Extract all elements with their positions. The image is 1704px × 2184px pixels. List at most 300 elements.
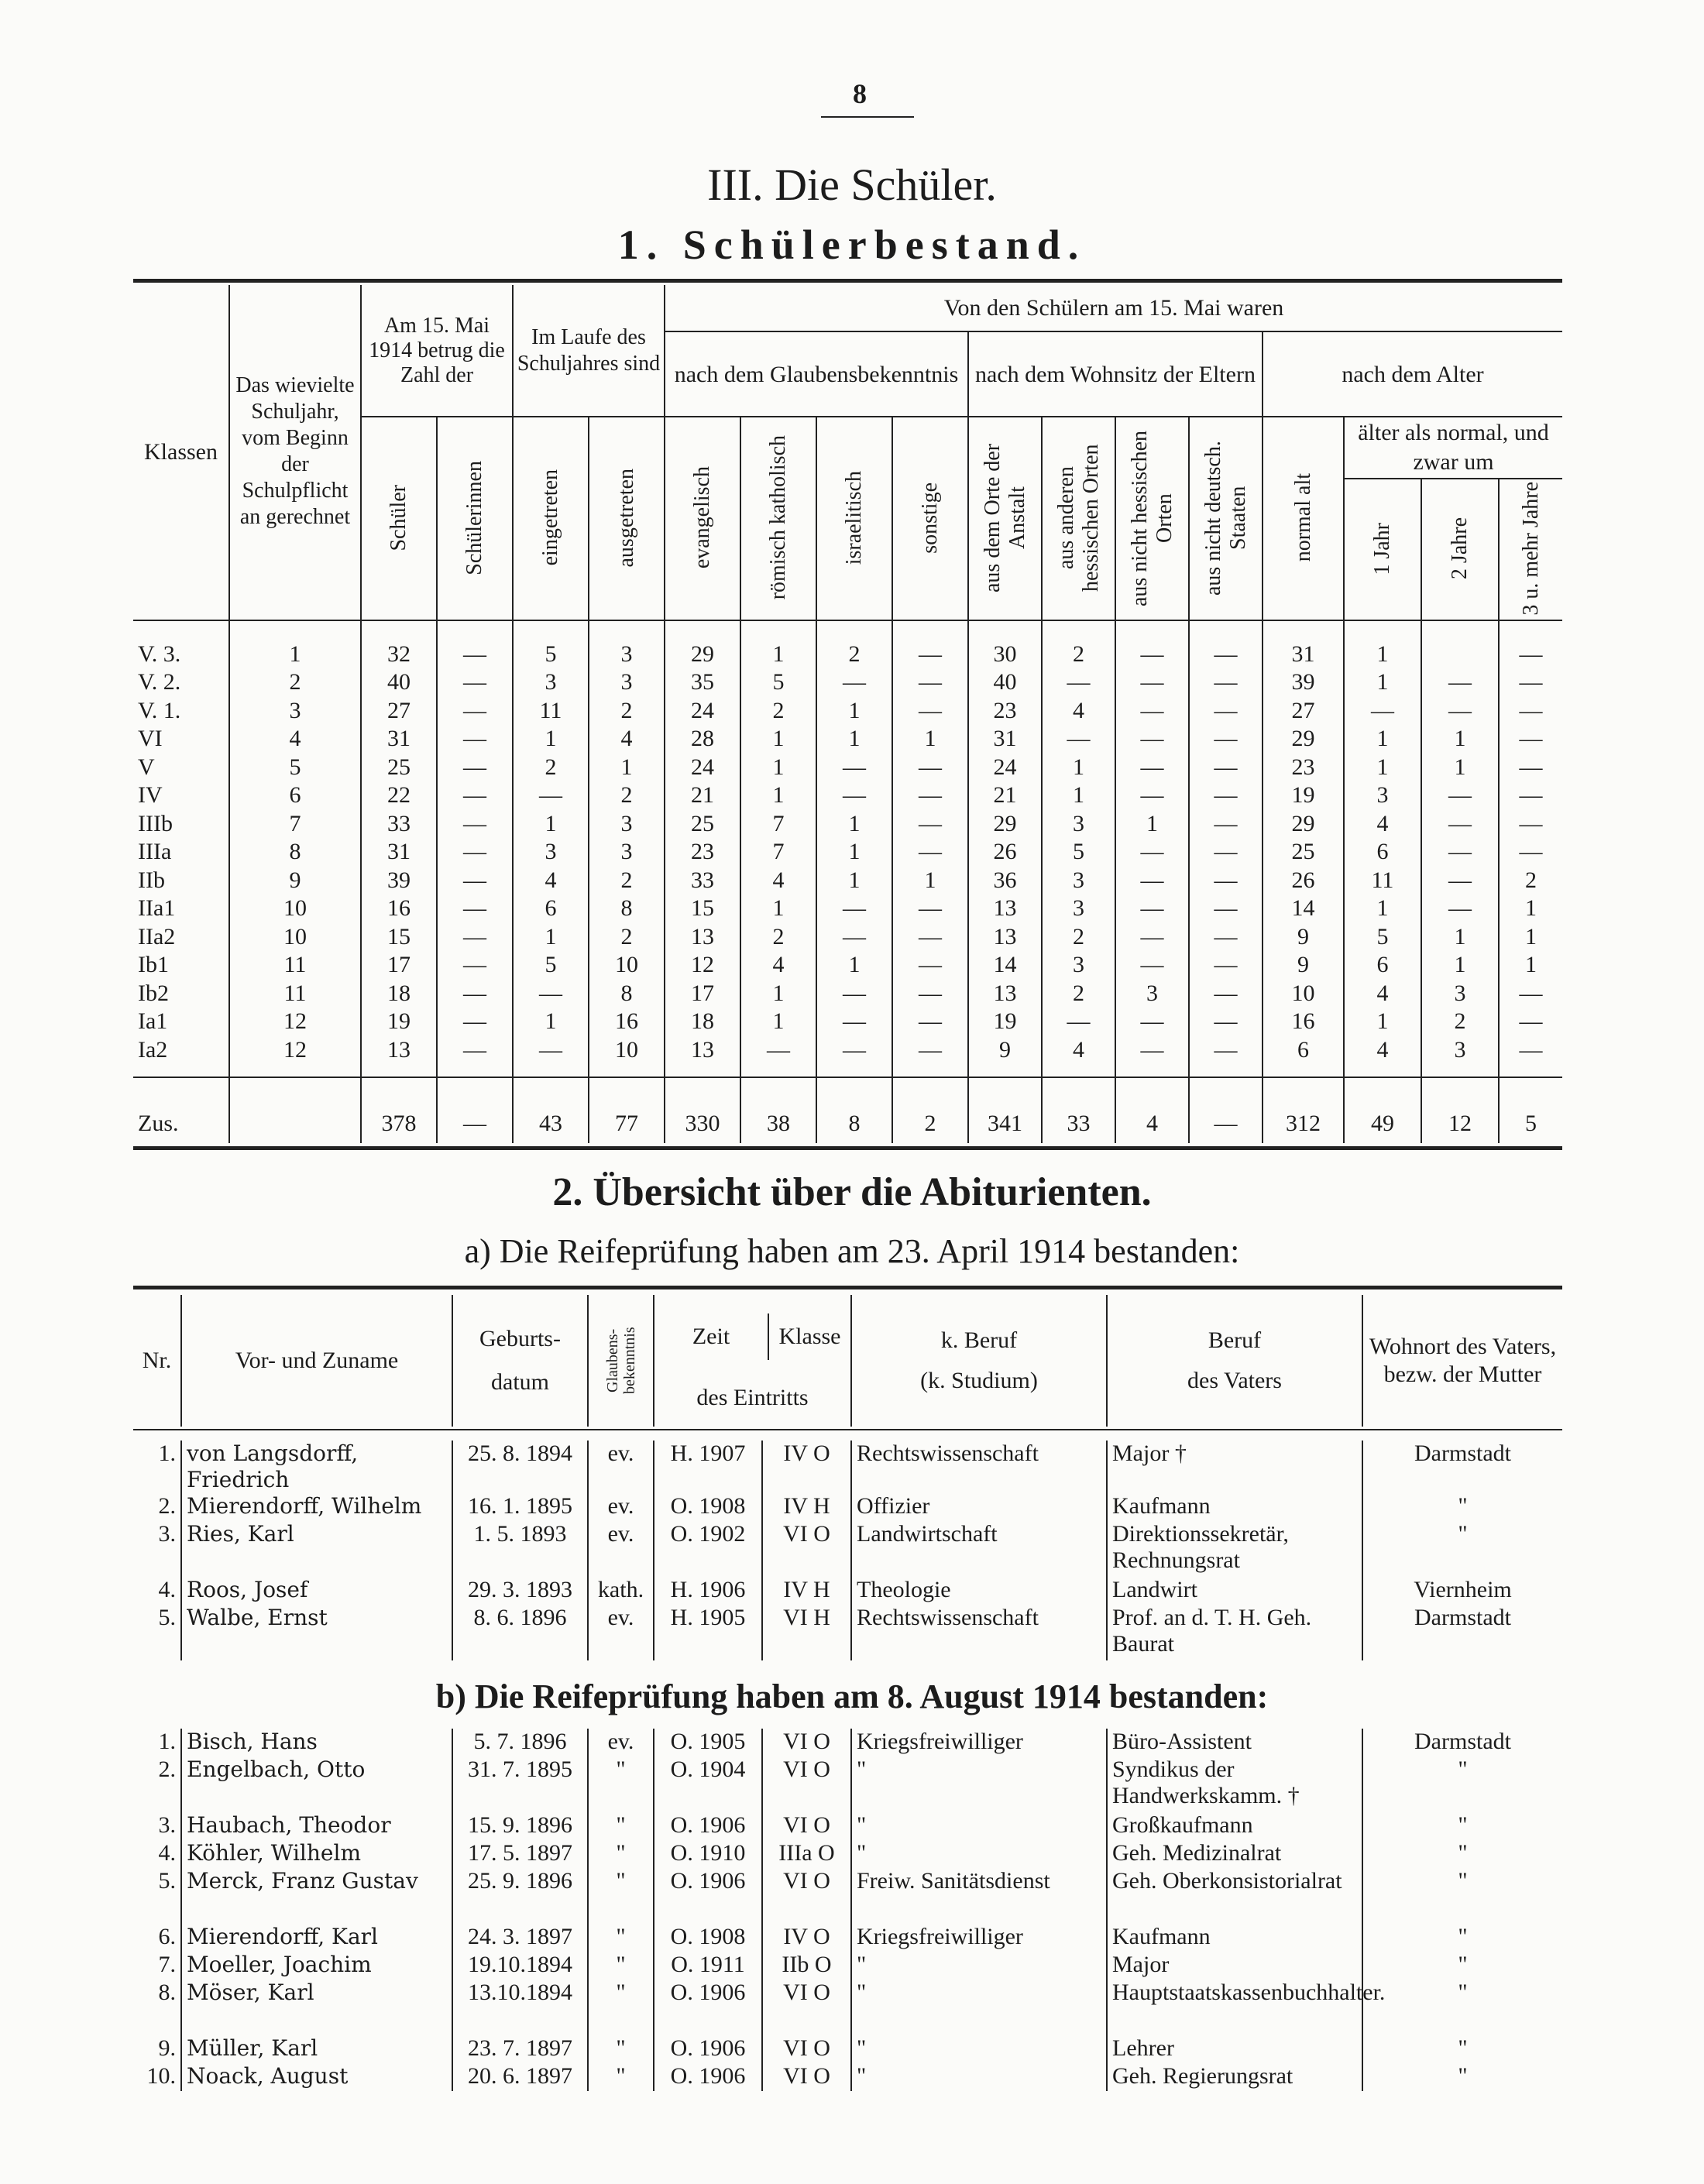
cell: — (1519, 669, 1543, 695)
abi-cell-zeit: O. 1906 (654, 1980, 762, 2035)
cell: IIa1 (133, 895, 229, 923)
cell: 4 (1115, 1104, 1189, 1143)
cell: Ia1 (133, 1008, 229, 1036)
cell: 1 (1042, 753, 1115, 781)
abiturient-row (133, 1605, 1562, 1660)
cell: — (1189, 895, 1263, 923)
abi-cell-name: Köhler, Wilhelm (181, 1840, 452, 1868)
cell: 3 (1344, 781, 1421, 810)
cell: Zus. (133, 1104, 229, 1143)
abi-cell-ort: Darmstadt (1414, 1605, 1511, 1630)
abi-col-beruf-2: (k. Studium) (920, 1368, 1038, 1393)
cell: 25 (665, 809, 740, 838)
cell: 12 (665, 951, 740, 980)
abi-cell-nr: 2. (133, 1756, 181, 1812)
cell: 3 (1421, 1035, 1499, 1064)
abi-cell-ort: " (1458, 2063, 1468, 2089)
cell: 1 (740, 725, 816, 754)
cell: 3 (1042, 895, 1115, 923)
abi-cell-beruf: " (851, 1812, 1107, 1840)
col-klassen-header: Klassen (133, 285, 229, 618)
cell: — (816, 1035, 892, 1064)
abi-cell-geb: 17. 5. 1897 (452, 1840, 588, 1868)
abiturient-row (133, 2035, 1562, 2063)
cell: 4 (740, 866, 816, 895)
abi-cell-geb: 16. 1. 1895 (452, 1493, 588, 1521)
cell: 2 (892, 1104, 968, 1143)
cell: 4 (1042, 1035, 1115, 1064)
cell: 39 (361, 866, 437, 895)
cell: 2 (740, 922, 816, 951)
cell: 26 (1263, 866, 1344, 895)
sub-schuelerinnen: Schülerinnen (462, 460, 486, 575)
cell: 4 (1344, 979, 1421, 1008)
cell: 29 (1263, 725, 1344, 754)
cell: — (437, 725, 513, 754)
abi-cell-beruf: " (851, 1952, 1107, 1980)
cell: — (1115, 838, 1189, 867)
cell: Ib2 (133, 979, 229, 1008)
abi-cell-klasse: VI O (762, 1756, 851, 1812)
abi-cell-vater: Major (1107, 1952, 1362, 1980)
cell: — (892, 640, 968, 668)
abi-cell-zeit: O. 1908 (654, 1493, 762, 1521)
table-row (133, 696, 1562, 725)
table-row (133, 753, 1562, 781)
abi-cell-klasse: IV O (762, 1924, 851, 1952)
abi-cell-nr: 5. (133, 1868, 181, 1924)
abi-cell-nr: 4. (133, 1840, 181, 1868)
cell: 13 (968, 979, 1042, 1008)
abi-cell-zeit: O. 1902 (654, 1521, 762, 1577)
abi-cell-klasse: IIb O (762, 1952, 851, 1980)
abi-cell-ort: " (1458, 1493, 1468, 1519)
abi-cell-bek: " (588, 1980, 654, 2035)
cell: 25 (361, 753, 437, 781)
cell: 6 (229, 781, 361, 810)
cell: 1 (816, 838, 892, 867)
cell: 1 (1421, 753, 1499, 781)
abi-cell-bek: " (588, 1952, 654, 1980)
cell: 1 (513, 1008, 589, 1036)
cell: — (1519, 754, 1543, 780)
abi-cell-geb: 31. 7. 1895 (452, 1756, 588, 1812)
abi-cell-bek: ev. (588, 1521, 654, 1577)
abiturient-row (133, 1441, 1562, 1493)
cell: 1 (1042, 781, 1115, 810)
abi-col-nr: Nr. (133, 1295, 181, 1427)
cell: 1 (1344, 753, 1421, 781)
cell: 10 (229, 895, 361, 923)
cell: 1 (892, 725, 968, 754)
cell: 1 (1115, 809, 1189, 838)
cell: 24 (665, 696, 740, 725)
cell: 1 (740, 640, 816, 668)
abi-col-name: Vor- und Zuname (181, 1295, 452, 1427)
cell: 10 (589, 951, 665, 980)
cell: — (437, 668, 513, 697)
cell: — (1189, 753, 1263, 781)
table-row (133, 979, 1562, 1008)
abi-cell-beruf: Kriegsfreiwilliger (851, 1729, 1107, 1756)
cell: 3 (1042, 809, 1115, 838)
cell: 19 (1263, 781, 1344, 810)
cell: 2 (1042, 979, 1115, 1008)
cell: — (437, 1008, 513, 1036)
table-row (133, 1035, 1562, 1064)
abi-cell-vater: Major † (1107, 1441, 1362, 1493)
abi-cell-klasse: VI O (762, 1521, 851, 1577)
cell: 1 (1421, 951, 1499, 980)
cell: 16 (1263, 1008, 1344, 1036)
abi-cell-ort: Viernheim (1414, 1577, 1512, 1602)
abi-cell-zeit: O. 1908 (654, 1924, 762, 1952)
cell: 33 (1042, 1104, 1115, 1143)
cell: 18 (361, 979, 437, 1008)
cell: 7 (740, 838, 816, 867)
cell: 1 (816, 809, 892, 838)
cell: — (1115, 725, 1189, 754)
abi-cell-nr: 3. (133, 1521, 181, 1577)
cell: — (1115, 951, 1189, 980)
cell: 8 (589, 979, 665, 1008)
abi-cell-bek: " (588, 1812, 654, 1840)
sub-eingetreten: eingetreten (538, 469, 562, 566)
abi-cell-vater: Geh. Oberkonsistorialrat (1107, 1868, 1362, 1924)
cell: V (133, 753, 229, 781)
abi-cell-beruf: Kriegsfreiwilliger (851, 1924, 1107, 1952)
abiturient-row (133, 1577, 1562, 1605)
cell: 21 (968, 781, 1042, 810)
abi-cell-klasse: VI H (762, 1605, 851, 1660)
abi-cell-beruf: Rechtswissenschaft (851, 1441, 1107, 1493)
cell: 1 (1344, 895, 1421, 923)
cell: 16 (361, 895, 437, 923)
cell: 3 (589, 838, 665, 867)
cell: 31 (361, 838, 437, 867)
table-row (133, 866, 1562, 895)
cell: — (437, 640, 513, 668)
abi-col-beruf-1: k. Beruf (940, 1327, 1018, 1353)
cell: 24 (665, 753, 740, 781)
abi-cell-ort: " (1458, 1980, 1468, 2005)
abi-col-geburt-2: datum (491, 1369, 549, 1395)
abi-cell-name: Mierendorff, Karl (181, 1924, 452, 1952)
cell: 1 (740, 753, 816, 781)
cell: — (513, 781, 589, 810)
abi-cell-name: Merck, Franz Gustav (181, 1868, 452, 1924)
cell: 27 (361, 696, 437, 725)
abi-cell-zeit: O. 1904 (654, 1756, 762, 1812)
cell: 12 (229, 1008, 361, 1036)
cell: 15 (361, 922, 437, 951)
cell: 2 (1042, 640, 1115, 668)
cell: IV (133, 781, 229, 810)
cell: 1 (740, 979, 816, 1008)
cell: 9 (1263, 922, 1344, 951)
cell: 5 (513, 951, 589, 980)
cell: 9 (229, 866, 361, 895)
cell: 13 (968, 922, 1042, 951)
abi-a-table (133, 1441, 1562, 1660)
abi-cell-klasse: IV H (762, 1493, 851, 1521)
cell: 35 (665, 668, 740, 697)
abiturient-row (133, 1924, 1562, 1952)
cell: — (513, 1035, 589, 1064)
cell: — (1519, 839, 1543, 865)
cell: 11 (229, 951, 361, 980)
abi-cell-bek: ev. (588, 1493, 654, 1521)
cell: 23 (1263, 753, 1344, 781)
abi-cell-geb: 1. 5. 1893 (452, 1521, 588, 1577)
abi-cell-name: Moeller, Joachim (181, 1952, 452, 1980)
cell: 28 (665, 725, 740, 754)
cell: — (1421, 838, 1499, 867)
abi-cell-name: Roos, Josef (181, 1577, 452, 1605)
section-title: III. Die Schüler. (707, 160, 997, 210)
cell: IIb (133, 866, 229, 895)
cell: 1 (816, 696, 892, 725)
cell: — (437, 753, 513, 781)
abi-cell-ort: " (1458, 1756, 1468, 1782)
table-row (133, 640, 1562, 668)
cell: 4 (1344, 809, 1421, 838)
abi-cell-ort: " (1458, 2035, 1468, 2061)
table-row (133, 922, 1562, 951)
cell: 23 (665, 838, 740, 867)
cell: 30 (968, 640, 1042, 668)
abiturient-row (133, 2063, 1562, 2091)
abi-cell-nr: 2. (133, 1493, 181, 1521)
abi-cell-zeit: O. 1911 (654, 1952, 762, 1980)
abi-cell-vater: Kaufmann (1107, 1493, 1362, 1521)
cell: — (816, 781, 892, 810)
cell: 2 (589, 922, 665, 951)
cell: 40 (968, 668, 1042, 697)
sub-evangelisch: evangelisch (690, 466, 714, 569)
abi-cell-beruf: Rechtswissenschaft (851, 1605, 1107, 1660)
cell: — (892, 696, 968, 725)
cell: 23 (968, 696, 1042, 725)
cell: — (1421, 696, 1499, 725)
cell: 17 (665, 979, 740, 1008)
cell: — (1189, 696, 1263, 725)
cell: 39 (1263, 668, 1344, 697)
cell: 9 (968, 1035, 1042, 1064)
sub-normal-alt: normal alt (1290, 473, 1315, 562)
abiturient-row (133, 1521, 1562, 1577)
cell: 1 (1421, 725, 1499, 754)
cell: 5 (1344, 922, 1421, 951)
cell: — (437, 781, 513, 810)
cell: — (1421, 895, 1499, 923)
table-row (133, 781, 1562, 810)
abi-top-rule (133, 1286, 1562, 1289)
abi-cell-beruf: " (851, 2063, 1107, 2091)
abi-cell-beruf: " (851, 1756, 1107, 1812)
cell: — (1189, 922, 1263, 951)
cell: 10 (589, 1035, 665, 1064)
subsection2-title: 2. Übersicht über die Abiturienten. (552, 1170, 1152, 1214)
cell: 341 (968, 1104, 1042, 1143)
cell: — (892, 1008, 968, 1036)
cell: 24 (968, 753, 1042, 781)
abi-cell-geb: 20. 6. 1897 (452, 2063, 588, 2091)
cell: 378 (361, 1104, 437, 1143)
abi-cell-bek: " (588, 2035, 654, 2063)
cell: — (1115, 895, 1189, 923)
abi-header-table (133, 1295, 1562, 1427)
cell: 14 (1263, 895, 1344, 923)
abi-col-klasse: Klasse (778, 1324, 841, 1349)
cell: 3 (589, 809, 665, 838)
cell: 1 (740, 895, 816, 923)
abi-cell-zeit: O. 1905 (654, 1729, 762, 1756)
cell: Ia2 (133, 1035, 229, 1064)
abiturient-row (133, 1980, 1562, 2035)
table-row (133, 725, 1562, 754)
abi-cell-nr: 8. (133, 1980, 181, 2035)
cell: 3 (589, 668, 665, 697)
cell: — (1519, 640, 1543, 667)
cell: 31 (968, 725, 1042, 754)
cell: 3 (1421, 979, 1499, 1008)
table-row (133, 809, 1562, 838)
abi-cell-name: Ries, Karl (181, 1521, 452, 1577)
abi-cell-vater: Direktionssekretär, Rechnungsrat (1107, 1521, 1362, 1577)
abiturient-row (133, 1729, 1562, 1756)
cell: 4 (1042, 696, 1115, 725)
cell: 33 (361, 809, 437, 838)
sub-orte-anstalt: aus dem Orte der Anstalt (980, 443, 1029, 592)
abi-cell-vater: Kaufmann (1107, 1924, 1362, 1952)
cell: 10 (1263, 979, 1344, 1008)
cell: — (1189, 951, 1263, 980)
cell: 8 (589, 895, 665, 923)
sub-hessische-orte: aus anderen hessischen Orten (1053, 444, 1103, 592)
cell: — (892, 951, 968, 980)
cell: 2 (229, 668, 361, 697)
cell: — (1189, 668, 1263, 697)
cell: — (1519, 810, 1543, 836)
cell: 15 (665, 895, 740, 923)
spacer-row (133, 618, 1562, 640)
cell: — (437, 696, 513, 725)
cell: 1 (1344, 668, 1421, 697)
table-row (133, 838, 1562, 867)
abi-cell-ort: " (1458, 1952, 1468, 1977)
abi-cell-zeit: H. 1906 (654, 1577, 762, 1605)
cell: 17 (361, 951, 437, 980)
abi-cell-nr: 4. (133, 1577, 181, 1605)
sub-israelitisch: israelitisch (842, 470, 866, 565)
abi-cell-nr: 9. (133, 2035, 181, 2063)
abi-col-vater-1: Beruf (1208, 1327, 1262, 1353)
cell: 5 (229, 753, 361, 781)
cell: 16 (589, 1008, 665, 1036)
cell: V. 1. (133, 696, 229, 725)
cell: 33 (665, 866, 740, 895)
cell: 4 (589, 725, 665, 754)
cell: IIIb (133, 809, 229, 838)
cell: 4 (229, 725, 361, 754)
cell: 6 (1344, 951, 1421, 980)
cell: 4 (513, 866, 589, 895)
col-schuljahr-header: Das wievielte Schuljahr, vom Beginn der Schulpflicht an gerechnet (229, 285, 361, 618)
col-laufe-header: Im Laufe des Schuljahres sind (513, 285, 665, 417)
cell: — (1042, 668, 1115, 697)
cell: — (1421, 809, 1499, 838)
sub-1-jahr: 1 Jahr (1370, 522, 1394, 575)
abi-cell-beruf: Freiw. Sanitätsdienst (851, 1868, 1107, 1924)
abi-cell-name: Möser, Karl (181, 1980, 452, 2035)
abi-col-geburt-1: Geburts- (479, 1326, 561, 1351)
cell: 19 (361, 1008, 437, 1036)
cell: — (1115, 1035, 1189, 1064)
part-a-title: a) Die Reifeprüfung haben am 23. April 1914 bestanden: (464, 1232, 1240, 1270)
cell: — (816, 979, 892, 1008)
cell: — (1189, 979, 1263, 1008)
cell: 330 (665, 1104, 740, 1143)
cell: 2 (513, 753, 589, 781)
cell: 29 (665, 640, 740, 668)
abiturient-row (133, 1868, 1562, 1924)
cell: 1 (513, 725, 589, 754)
abi-cell-zeit: O. 1906 (654, 1812, 762, 1840)
cell: — (437, 1104, 513, 1143)
cell: 4 (740, 951, 816, 980)
abi-cell-beruf: " (851, 2035, 1107, 2063)
cell: 18 (665, 1008, 740, 1036)
abi-cell-ort: Darmstadt (1414, 1729, 1511, 1754)
cell: 3 (513, 838, 589, 867)
abi-cell-beruf: Landwirtschaft (851, 1521, 1107, 1577)
cell: 2 (589, 781, 665, 810)
abi-cell-vater: Lehrer (1107, 2035, 1362, 2063)
cell: V. 2. (133, 668, 229, 697)
abi-cell-nr: 6. (133, 1924, 181, 1952)
cell: — (1519, 980, 1543, 1006)
cell: — (892, 979, 968, 1008)
cell: 1 (1525, 923, 1537, 949)
cell: — (437, 979, 513, 1008)
cell: 11 (229, 979, 361, 1008)
cell: — (1519, 782, 1543, 809)
cell: — (816, 668, 892, 697)
cell: — (437, 838, 513, 867)
cell: 26 (968, 838, 1042, 867)
cell: 49 (1344, 1104, 1421, 1143)
cell: 2 (1042, 922, 1115, 951)
cell: 1 (513, 809, 589, 838)
cell: — (740, 1035, 816, 1064)
abi-cell-nr: 1. (133, 1729, 181, 1756)
cell: V. 3. (133, 640, 229, 668)
cell: 31 (1263, 640, 1344, 668)
cell: 31 (361, 725, 437, 754)
cell: 1 (1344, 1008, 1421, 1036)
cell: 1 (229, 640, 361, 668)
abi-cell-klasse: VI O (762, 2035, 851, 2063)
cell: — (1115, 866, 1189, 895)
abi-cell-klasse: VI O (762, 1812, 851, 1840)
abi-cell-ort: " (1458, 1868, 1468, 1894)
cell: 9 (1263, 951, 1344, 980)
abi-cell-vater: Großkaufmann (1107, 1812, 1362, 1840)
cell: — (1519, 726, 1543, 752)
col-von-den-header: Von den Schülern am 15. Mai waren (665, 285, 1562, 331)
abi-cell-nr: 7. (133, 1952, 181, 1980)
